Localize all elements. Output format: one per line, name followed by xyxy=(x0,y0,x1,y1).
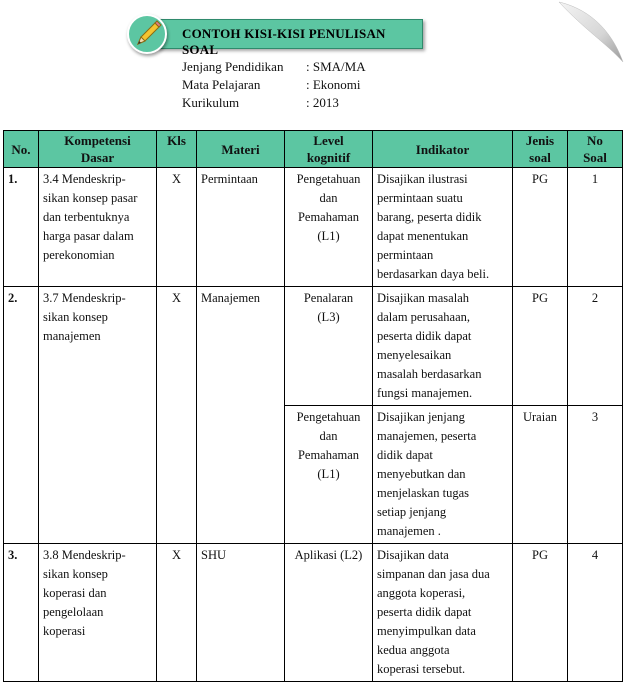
meta-label: Mata Pelajaran xyxy=(182,77,261,92)
cell-kompetensi: 3.7 Mendeskrip- sikan konsep manajemen xyxy=(39,287,157,544)
cell-no: 3. xyxy=(4,544,39,682)
table-row xyxy=(4,287,623,406)
cell-jenis: PG xyxy=(513,287,568,406)
meta-value: : SMA/MA xyxy=(306,59,366,74)
header-no-soal: No Soal xyxy=(568,131,623,168)
cell-nosoal: 3 xyxy=(568,406,623,544)
cell-kompetensi: 3.4 Mendeskrip- sikan konsep pasar dan terbentuknya harga pasar dalam perekonomian xyxy=(39,168,157,287)
meta-value: : 2013 xyxy=(306,95,339,110)
cell-level: Pengetahuan dan Pemahaman (L1) xyxy=(285,406,373,544)
table-header-row xyxy=(4,131,623,168)
cell-kls: X xyxy=(157,168,197,287)
cell-kompetensi: 3.8 Mendeskrip- sikan konsep koperasi dan pengelolaan koperasi xyxy=(39,544,157,682)
cell-jenis: PG xyxy=(513,168,568,287)
cell-nosoal: 2 xyxy=(568,287,623,406)
table-row xyxy=(4,544,623,682)
cell-materi: Manajemen xyxy=(197,287,285,544)
table-row xyxy=(4,168,623,287)
kisi-kisi-table xyxy=(3,130,623,682)
cell-level: Aplikasi (L2) xyxy=(285,544,373,682)
title-banner xyxy=(127,14,423,57)
cell-kls: X xyxy=(157,287,197,544)
header-level-kognitif: Level kognitif xyxy=(285,131,373,168)
meta-label: Jenjang Pendidikan xyxy=(182,59,284,74)
cell-indikator: Disajikan data simpanan dan jasa dua anggota koperasi, peserta didik dapat menyimpulkan data kedua anggota koperasi tersebut. xyxy=(373,544,513,682)
header-indikator: Indikator xyxy=(373,131,513,168)
cell-materi: Permintaan xyxy=(197,168,285,287)
meta-row xyxy=(182,94,366,112)
cell-indikator: Disajikan ilustrasi permintaan suatu barang, peserta didik dapat menentukan permintaan berdasarkan daya beli. xyxy=(373,168,513,287)
cell-nosoal: 1 xyxy=(568,168,623,287)
meta-row xyxy=(182,76,366,94)
icon-badge xyxy=(127,14,167,54)
cell-level: Penalaran (L3) xyxy=(285,287,373,406)
cell-level: Pengetahuan dan Pemahaman (L1) xyxy=(285,168,373,287)
page-curl-decoration xyxy=(555,0,625,70)
page-title: CONTOH KISI-KISI PENULISAN SOAL xyxy=(182,26,386,57)
cell-jenis: Uraian xyxy=(513,406,568,544)
cell-nosoal: 4 xyxy=(568,544,623,682)
header-materi: Materi xyxy=(197,131,285,168)
header-kompetensi-dasar: Kompetensi Dasar xyxy=(39,131,157,168)
cell-materi: SHU xyxy=(197,544,285,682)
cell-no: 1. xyxy=(4,168,39,287)
document-meta xyxy=(182,58,366,112)
meta-value: : Ekonomi xyxy=(306,77,361,92)
header-kls: Kls xyxy=(157,131,197,168)
cell-indikator: Disajikan masalah dalam perusahaan, peserta didik dapat menyelesaikan masalah berdasarkan fungsi manajemen. xyxy=(373,287,513,406)
header-jenis-soal: Jenis soal xyxy=(513,131,568,168)
cell-jenis: PG xyxy=(513,544,568,682)
meta-row xyxy=(182,58,366,76)
cell-indikator: Disajikan jenjang manajemen, peserta didik dapat menyebutkan dan menjelaskan tugas setiap jenjang manajemen . xyxy=(373,406,513,544)
pencil-icon xyxy=(129,16,165,52)
cell-no: 2. xyxy=(4,287,39,544)
header-no: No. xyxy=(4,131,39,168)
meta-label: Kurikulum xyxy=(182,95,240,110)
cell-kls: X xyxy=(157,544,197,682)
